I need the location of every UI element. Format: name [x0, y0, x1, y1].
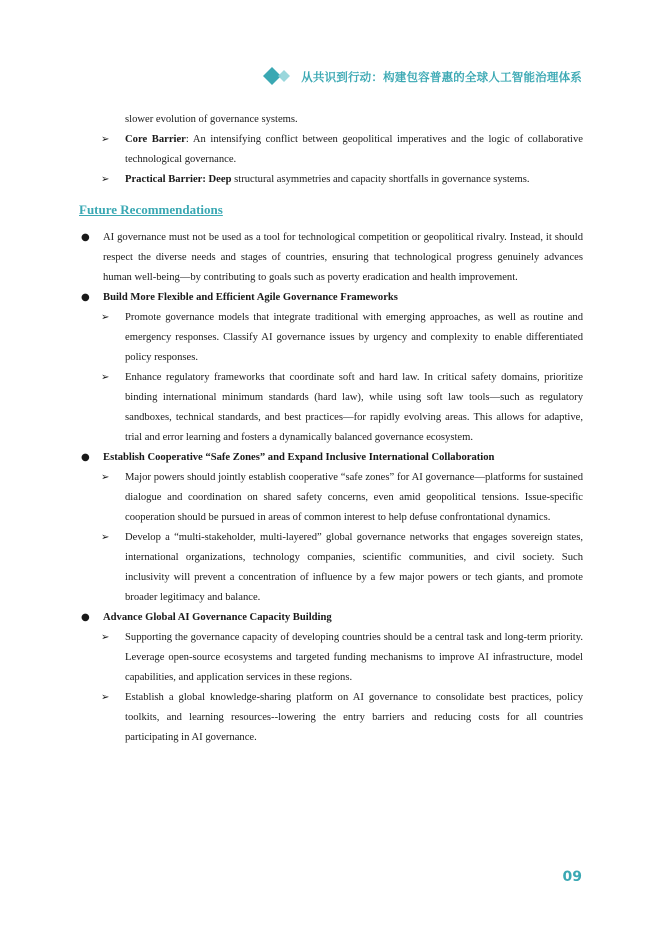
arrow-marker-icon: ➢	[101, 312, 110, 323]
sub-item-text: Promote governance models that integrate traditional with emerging approaches, as well as routine and emergency responses. Classify AI governance issues by urgency and complexity to enable differentiated policy responses.	[125, 312, 583, 363]
arrow-marker-icon: ➢	[101, 692, 110, 703]
intro-item-practical-barrier	[79, 170, 583, 190]
bullet-item	[79, 608, 583, 628]
section-title: Future Recommendations	[79, 202, 223, 217]
diamond-logo-icon	[262, 66, 302, 86]
arrow-marker-icon: ➢	[101, 532, 110, 543]
page-number: 09	[562, 869, 582, 885]
bullet-item	[79, 448, 583, 468]
item-text: structural asymmetries and capacity shortfalls in governance systems.	[231, 174, 530, 185]
sub-item-text: Establish a global knowledge-sharing platform on AI governance to consolidate best practices, policy toolkits, and learning resources--lowering the entry barriers and reducing costs for all countries participating in AI governance.	[125, 692, 583, 743]
sub-item	[79, 688, 583, 748]
bullet-item	[79, 228, 583, 288]
sub-item-text: Develop a “multi-stakeholder, multi-layered” global governance networks that engages sovereign states, international organizations, technology companies, scientific communities, and civil society. Such inclusivity will prevent a concentration of influence by a few major powers or tech giants, and promote broader legitimacy and balance.	[125, 532, 583, 603]
bullet-marker-icon: ●	[81, 292, 90, 303]
arrow-marker-icon: ➢	[101, 372, 110, 383]
page-header	[262, 66, 582, 86]
bullet-text: AI governance must not be used as a tool for technological competition or geopolitical rivalry. Instead, it should respect the diverse needs and stages of countries, ensuring that technological progress genuinely advances human well-being—by contributing to goals such as poverty eradication and health improvement.	[103, 232, 583, 283]
bullet-marker-icon: ●	[81, 232, 90, 243]
bullet-item	[79, 288, 583, 308]
document-body	[79, 110, 583, 748]
arrow-marker-icon: ➢	[101, 472, 110, 483]
bullet-heading: Build More Flexible and Efficient Agile Governance Frameworks	[103, 292, 398, 303]
arrow-marker-icon: ➢	[101, 174, 110, 185]
item-label: Practical Barrier: Deep	[125, 174, 232, 185]
sub-item-text: Supporting the governance capacity of developing countries should be a central task and long-term priority. Leverage open-source ecosystems and targeted funding mechanisms to improve AI infrastructure, model capabilities, and application services in these regions.	[125, 632, 583, 683]
intro-item-core-barrier	[79, 130, 583, 170]
sub-item	[79, 368, 583, 448]
sub-item-text: Enhance regulatory frameworks that coordinate soft and hard law. In critical safety domains, prioritize binding international minimum standards (hard law), while using soft law tools—such as regulatory sandboxes, technical standards, and best practices—for rapidly evolving areas. This allows for adaptive, trial and error learning and fosters a dynamically balanced governance ecosystem.	[125, 372, 583, 443]
header-title: 从共识到行动：构建包容普惠的全球人工智能治理体系	[301, 70, 582, 84]
intro-continuation: slower evolution of governance systems.	[125, 114, 298, 125]
bullet-heading: Establish Cooperative “Safe Zones” and Expand Inclusive International Collaboration	[103, 452, 495, 463]
sub-item	[79, 628, 583, 688]
bullet-marker-icon: ●	[81, 452, 90, 463]
sub-item	[79, 528, 583, 608]
bullet-heading: Advance Global AI Governance Capacity Building	[103, 612, 332, 623]
arrow-marker-icon: ➢	[101, 632, 110, 643]
sub-item	[79, 468, 583, 528]
item-text: : An intensifying conflict between geopolitical imperatives and the logic of collaborative technological governance.	[125, 134, 583, 165]
sub-item	[79, 308, 583, 368]
arrow-marker-icon: ➢	[101, 134, 110, 145]
bullet-marker-icon: ●	[81, 612, 90, 623]
sub-item-text: Major powers should jointly establish cooperative “safe zones” for AI governance—platforms for sustained dialogue and coordination on shared safety concerns, even amid geopolitical tensions. Issue-specific cooperation should be pursued in areas of common interest to help defuse confrontational dynamics.	[125, 472, 583, 523]
item-label: Core Barrier	[125, 134, 186, 145]
